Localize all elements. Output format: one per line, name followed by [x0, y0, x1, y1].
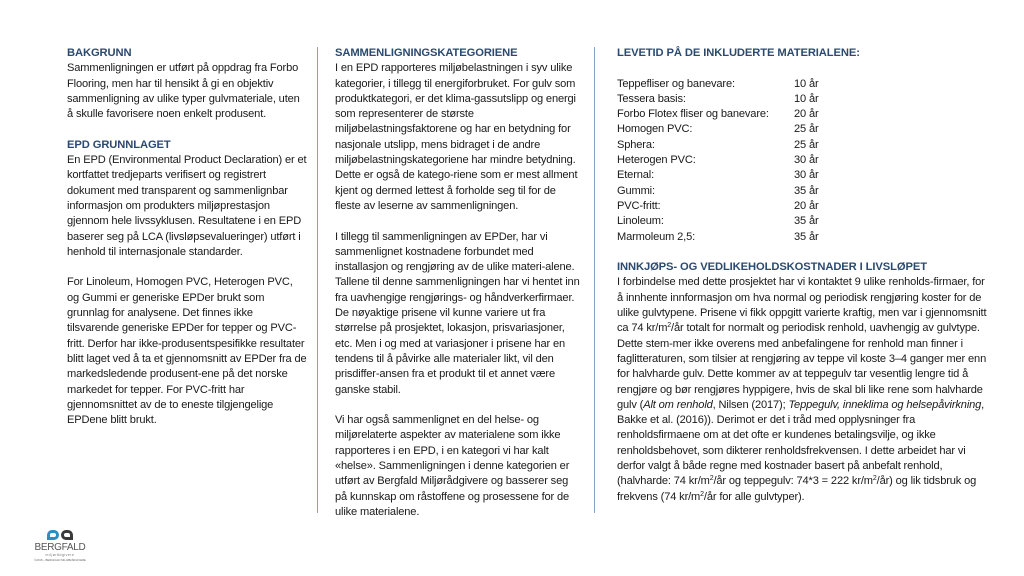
- material-name: Forbo Flotex fliser og banevare:: [617, 108, 769, 121]
- material-lifetime: 20 år: [794, 199, 819, 212]
- material-name: Marmoleum 2,5:: [617, 230, 696, 243]
- table-row: [617, 77, 819, 92]
- material-name: Teppefliser og banevare:: [617, 77, 735, 90]
- material-lifetime: 10 år: [794, 77, 819, 90]
- material-lifetime: 30 år: [794, 154, 819, 167]
- table-row: [617, 122, 819, 137]
- material-lifetime: 35 år: [794, 215, 819, 228]
- table-row: [617, 168, 819, 183]
- column-middle: [335, 46, 580, 520]
- table-row: [617, 153, 819, 168]
- column-left: [67, 46, 307, 428]
- heading-sammenligningskategoriene: SAMMENLIGNINGSKATEGORIENE: [335, 47, 518, 59]
- paragraph-generic-epds: For Linoleum, Homogen PVC, Heterogen PVC, og Gummi er generiske EPDer brukt som grunnlag for analysene. Det finnes ikke tilsvarende generiske EPDer for tepper og PVC-fritt. Derfor har ikke-produsentspesifikke resultater blitt laget ved å ta et gjennomsnitt av EPDer fra de markedsledende produsent-ene på det norske markedet for tepper. For PVC-fritt har gjennomsnittet av de to eneste tilgjengelige EPDene blitt brukt.: [67, 276, 307, 427]
- paragraph-cleaning-costs: I forbindelse med dette prosjektet har vi kontaktet 9 ulike renholds-firmaer, for å innhente innformasjon om hva normal og periodisk rengjøring koster for de ulike gulvtypene. Prisene vi fikk oppgitt varierte kraftig, men var i gjennomsnitt ca 74 $kr/m^2/år$ totalt for normalt og periodisk renhold, uavhengig av gulvtype. Dette stem-mer ikke overens med anbefalingene for renhold man finner i faglitteraturen, som tilsier at rengjøring av teppe vil koste 3–4 ganger mer enn for halvharde gulv. Dette kommer av at teppegulv tar vesentlig lengre tid å rengjøre og bør rengjøres hyppigere, hvis de skal bli like rene som halvharde gulv (Alt om renhold, Nilsen (2017); Teppegulv, inneklima og helsepåvirkning, Bakke et al. (2016)). Derimot er det i tråd med opplysninger fra renholdsfirmaene om at det ofte er kundenes betalingsvilje, og ikke renholdsbehovet, som dikterer renholdsfrekvensen. I dette arbeidet har vi derfor valgt å både regne med kostnader basert på anbefalt renhold, (halvharde: 74 $kr/m^2/år$ og teppegulv: 74*3 = 222 $kr/m^2/år$) og lik tidsbruk og frekvens (74 $kr/m^2/år$ for alle gulvtyper).: [617, 276, 987, 503]
- table-row: [617, 107, 819, 122]
- material-lifetime: 25 år: [794, 123, 819, 136]
- column-divider-2: [594, 47, 595, 513]
- material-name: Heterogen PVC:: [617, 154, 696, 167]
- material-name: Sphera:: [617, 138, 655, 151]
- material-name: Eternal:: [617, 169, 655, 182]
- bergfald-logo: [30, 530, 90, 563]
- heading-bakgrunn: BAKGRUNN: [67, 47, 132, 59]
- table-row: [617, 184, 819, 199]
- material-name: PVC-fritt:: [617, 199, 661, 212]
- material-lifetime: 20 år: [794, 108, 819, 121]
- lifetime-table: [617, 77, 819, 245]
- heading-levetid: LEVETID PÅ DE INKLUDERTE MATERIALENE:: [617, 47, 860, 59]
- logo-mark-icon: [30, 530, 90, 541]
- column-divider-1: [317, 47, 318, 513]
- paragraph-health: Vi har også sammenlignet en del helse- og miljørelaterte aspekter av materialene som ikke rapporteres i en EPD, i en kategori vi har kalt «helse». Sammenligningen i denne kategorien er utført av Bergfald Miljørådgivere og basserer seg på kunnskap om råstoffene og prosessene for de ulike materialene.: [335, 414, 570, 518]
- paragraph-categories: I en EPD rapporteres miljøbelastningen i syv ulike kategorier, i tillegg til energiforbruket. For gulv som produktkategori, er det klima-gassutslipp og energi som representerer de største miljøbelastningsfaktorene og har en betydning for nasjonale utslipp, mens bidraget i de andre miljøbelastningskategoriene har mindre betydning. Dette er også de katego-riene som er mest allment kjent og dermed lettest å forholde seg til for de fleste av leserne av sammenligningen.: [335, 62, 578, 212]
- material-name: Linoleum:: [617, 215, 664, 228]
- material-lifetime: 35 år: [794, 230, 819, 243]
- paragraph-bakgrunn: Sammenligningen er utført på oppdrag fra Forbo Flooring, men har til hensikt å gi en objektiv sammenligning av ulike typer gulvmateriale, uten å skulle favorisere noen enkelt produsent.: [67, 62, 300, 121]
- paragraph-costs-comparison: I tillegg til sammenligningen av EPDer, har vi sammenlignet kostnadene forbundet med installasjon og rengjøring av de ulike materi-alene. Tallene til denne sammenligningen har vi hentet inn fra uavhengige rengjørings- og håndverkerfirmaer. De nøyaktige prisene vil kunne variere ut fra størrelse på prosjektet, lokasjon, prisvariasjoner, etc. Men i og med at variasjoner i prisene har en tendens til å påvirke alle materialer likt, vil den prisdiffer-ansen fra et produkt til et annet være ganske stabil.: [335, 230, 580, 396]
- heading-epd-grunnlaget: EPD GRUNNLAGET: [67, 138, 171, 151]
- material-name: Gummi:: [617, 184, 655, 197]
- table-row: [617, 214, 819, 229]
- table-row: [617, 199, 819, 214]
- logo-subtitle: miljørådgivere: [45, 553, 75, 557]
- column-right: [617, 46, 987, 505]
- heading-kostnader: INNKJØPS- OG VEDLIKEHOLDSKOSTNADER I LIVSLØPET: [617, 261, 927, 274]
- table-row: [617, 92, 819, 107]
- material-lifetime: 35 år: [794, 184, 819, 197]
- material-lifetime: 30 år: [794, 169, 819, 182]
- logo-footer: ©2018 – BERGFALD MILJØRÅDGIVERE: [34, 558, 86, 562]
- table-row: [617, 230, 819, 245]
- reference-title: Teppegulv, inneklima og helsepåvirkning: [788, 398, 982, 411]
- table-row: [617, 138, 819, 153]
- material-name: Homogen PVC:: [617, 123, 693, 136]
- logo-name: BERGFALD: [34, 542, 86, 553]
- material-lifetime: 25 år: [794, 138, 819, 151]
- material-name: Tessera basis:: [617, 92, 686, 105]
- reference-title: Alt om renhold: [643, 398, 713, 411]
- paragraph-epd-definition: En EPD (Environmental Product Declaration) er et kortfattet tredjeparts verifisert og registrert dokument med transparent og sammenlignbar informasjon om produkters miljøprestasjon gjennom hele livssyklusen. Resultatene i en EPD baserer seg på LCA (livsløpsevalueringer) utført i henhold til internasjonale standarder.: [67, 154, 307, 258]
- material-lifetime: 10 år: [794, 92, 819, 105]
